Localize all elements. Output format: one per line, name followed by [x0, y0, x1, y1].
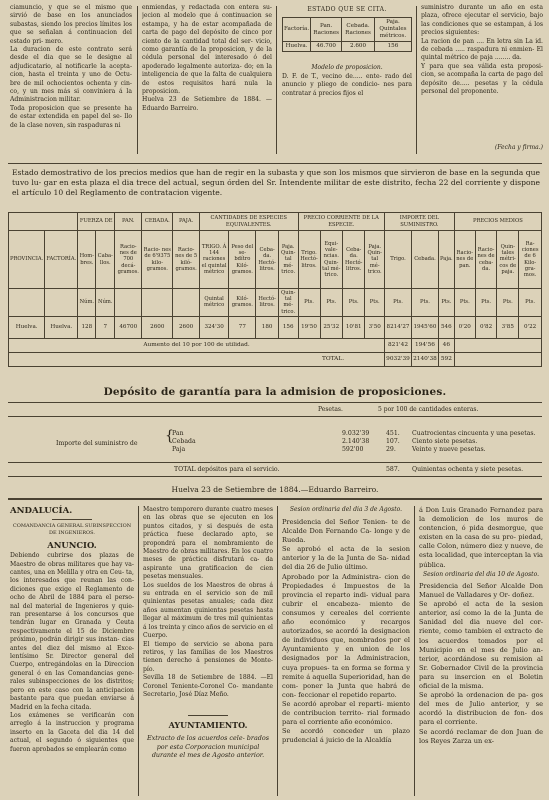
item: Pan	[172, 430, 184, 437]
unit-cell: Pts.	[438, 289, 454, 317]
col-header: Ceba- da. Hectó- litros.	[256, 231, 278, 289]
col-header: Cebada.	[411, 231, 438, 289]
top-column-3	[282, 6, 412, 156]
sesion-3-heading: Sesion ordinaria del dia 3 de Agosto.	[289, 506, 403, 513]
unit-cell	[45, 289, 78, 317]
deposito-title: Depósito de garantía para la admision de proposiciones.	[103, 386, 447, 398]
section-rule	[8, 416, 542, 417]
col-header: Trigo.	[385, 231, 412, 289]
data-cell: 180	[256, 316, 278, 338]
modelo-text: D. F. de T., vecino de..... ente- rado del anuncio y pliego de condicio- nes para contratar á precios fijos el	[282, 73, 412, 97]
amount: 2.140'38	[342, 438, 370, 446]
data-cell: 0'82	[475, 316, 497, 338]
estado-title: Estado demostrativo de los precios medios que han de regir en la subasta y que son los mismos que sirvieron de base en la segunda que tuvo lu- gar en esta plaza el dia trece del actual, segun órden del Sr. Intendente militar de este distrito, fecha 22 del corriente y dispone el artículo 10 del Reglamento de contratacion vigente.	[12, 168, 540, 197]
pct: 107.	[386, 438, 400, 446]
estado-cita-title: ESTADO QUE SE CITA.	[307, 6, 387, 13]
col-header: Racio- nes de ceba- da.	[475, 231, 497, 289]
cell: 2.600	[342, 42, 375, 52]
total-value: 2140'38	[411, 352, 438, 366]
aumento-value: 821'42	[385, 338, 412, 352]
data-cell: 2600	[173, 316, 200, 338]
data-cell: 0'20	[454, 316, 475, 338]
anuncio-heading: ANUNCIO.	[47, 540, 97, 551]
deposito-total-words: Quinientas ochenta y siete pesetas.	[412, 466, 524, 473]
col4-signature: (Fecha y firma.)	[494, 144, 543, 151]
sesion-10-text: Presidencia del Señor Alcalde Don Manuel de Valladares y Or- doñez. Se aprobó el acta de la sesion anterior, así como la de la Junta de Sanidad del dia nueve del cor- riente, como tambien el extracto de los acuerdos tomados por el Municipio en el mes de Julio an- terior, acordándose su remision al Sr. Gobernador Civil de la provincia para su insercion en el Boletin oficial de la misma. Se aprobó la ordenacion de pa- gos del mes de Julio anterior, y se acordó la distribucion de fon- dos para el corriente. Se acordó reclamar de don Juan de los Reyes Zarza un ex-	[419, 582, 543, 745]
column-divider	[137, 6, 138, 154]
col-header: Quin- tales métri- cos de paja.	[497, 231, 519, 289]
total-value: 592	[438, 352, 454, 366]
col-header: Trigo. Hectó- litros.	[298, 231, 320, 289]
data-cell: 0'22	[519, 316, 542, 338]
estado-cita-table	[282, 17, 412, 52]
group-header: IMPORTE DEL SUMINISTRO.	[385, 213, 455, 231]
bottom-column-4	[419, 506, 543, 796]
col-header: Peso del se- bdítro Kiló- gramos.	[229, 231, 256, 289]
col-header: Equi- vale- ncias. Quin- tal mé- trico.	[320, 231, 342, 289]
group-header: PAN.	[115, 213, 142, 231]
amount: 592'00	[342, 446, 364, 454]
unit-cell: Pts.	[497, 289, 519, 317]
unit-cell: Pts.	[365, 289, 385, 317]
col-header: Racio- nes de pan.	[454, 231, 475, 289]
data-cell: Huelva.	[9, 316, 45, 338]
total-value: 9032'39	[385, 352, 412, 366]
data-cell: 324'30	[199, 316, 228, 338]
section-rule	[8, 163, 542, 164]
col-header: Paja. Quin- tal mé- trico.	[278, 231, 298, 289]
item: Paja	[172, 446, 186, 454]
col-header: Paja. Quin- tal mé- trico.	[365, 231, 385, 289]
data-cell: 3'50	[365, 316, 385, 338]
divider	[52, 519, 92, 520]
bottom-column-3	[282, 506, 410, 796]
data-cell: 46700	[115, 316, 142, 338]
column-divider	[414, 506, 415, 796]
anuncio-text: Debiendo cubrirse dos plazas de Maestro de obras militares que hay va- cantes, una en Melilla y otra en Ceu- ta, los interesados que reunan las con- diciones que exige el Reglamento de ocho de Abril de 1884 para el perso- nal del material de Ingenieros y quie- ran presentarse á los concursos que tendrán lugar en Granada y Ceuta respectivamente el 15 de Diciembre próximo, podrán dirigir sus instan- cias antes del diez del mismo al Exce- lentísimo Sr. Director general del Cuerpo, entregándolas en la Direccion general ó en las Comandancias gene- rales subinspecciones de los distritos; pero en este caso con la anticipacion bastante para que puedan enviarse á Madrid en la fecha citada. Los exámenes se verificarán con arreglo á la instruccion y programa inserto en la Gaceta del dia 14 del actual, el segundo ó siguientes que fueron aprobados se emplearán como	[10, 552, 134, 753]
unit-cell: Pts.	[411, 289, 438, 317]
column-divider	[416, 6, 417, 154]
pesetas-label: Pesetas.	[318, 406, 343, 413]
blank-cell	[454, 338, 541, 352]
deposito-rows	[172, 430, 542, 455]
group-header: CEBADA.	[142, 213, 173, 231]
group-header: FUERZA DE	[78, 213, 115, 231]
data-cell: 10'81	[342, 316, 364, 338]
unit-cell: Pts.	[342, 289, 364, 317]
deposito-row-cebada	[172, 438, 542, 446]
group-header: PRECIO CORRIENTE DE LA ESPECIE.	[298, 213, 385, 231]
sesion-3-cont: á Don Luis Granado Fernandez para la demolicion de los muros de contencion, ó pida desmorgue, que existen en la casa de su pro- piedad, calle Colon, número diez y nueve, de esta localidad, que interceptan la via pública.	[419, 506, 543, 568]
col-header: Racio- nes de 700 decá- gramos.	[115, 231, 142, 289]
words: Cuatrocientas cincuenta y una pesetas.	[412, 430, 536, 437]
group-blank	[9, 213, 78, 231]
deposito-total-label: TOTAL depósitos para el servicio.	[174, 466, 280, 473]
data-cell: 2600	[142, 316, 173, 338]
ayuntamiento-sub: Extracto de los acuerdos cele- brados por esta Corporacion municipal durante el mes de Agosto anterior.	[147, 734, 269, 760]
unit-cell: Pts.	[475, 289, 497, 317]
unit-cell: Pts.	[385, 289, 412, 317]
cell: Huelva.	[283, 42, 311, 52]
cell: 156	[374, 42, 411, 52]
pct: 451.	[386, 430, 400, 437]
column-divider	[277, 506, 278, 796]
data-cell: 19'50	[298, 316, 320, 338]
unit-cell: Hectó- litros.	[256, 289, 278, 317]
col-header: Ceba- da. Hectó- litros.	[342, 231, 364, 289]
deposito-total-pct: 587.	[386, 466, 400, 473]
section-rule	[8, 476, 542, 477]
divider	[188, 715, 228, 716]
deposito-row-paja	[172, 446, 542, 454]
data-cell: 1945'60	[411, 316, 438, 338]
deposito-signature: Huelva 23 de Setiembre de 1884.—Eduardo Barreiro.	[171, 485, 379, 494]
group-header: PRECIOS MEDIOS	[454, 213, 541, 231]
aumento-value: 194'56	[411, 338, 438, 352]
cell: 46.700	[311, 42, 342, 52]
aumento-value: 46	[438, 338, 454, 352]
estado-table	[8, 212, 542, 367]
section-rule	[8, 402, 542, 403]
words: Veinte y nueve pesetas.	[412, 446, 486, 454]
unit-cell: Pts.	[320, 289, 342, 317]
section-rule	[8, 462, 542, 463]
col-header: Ra- ciones de 6 Kilo- gra- mos.	[519, 231, 542, 289]
bottom-column-2	[143, 506, 273, 796]
section-rule-thick	[8, 498, 542, 500]
unit-cell	[142, 289, 173, 317]
comandancia-subtitle: COMANDANCIA GENERAL SUBINSPECCION DE INGENIEROS.	[12, 523, 132, 536]
group-header: CANTIDADES DE ESPECIES EQUIVALENTES.	[199, 213, 298, 231]
data-cell: 128	[78, 316, 96, 338]
sesion-3-text: Presidencia del Señor Tenien- te de Alcalde Don Fernando Ca- longe y de Rueda. Se aprobó el acta de la sesion anterior y la de la Junta de Sa- nidad del dia 26 de Julio último. Aprobado por la Administra- cion de Propiedades é Impuestos de la provincia el reparto indi- vidual para cubrir el encabeza- miento de consumos y cereales del corriente año económico y recargos autorizados, se acordó la designacion de individuos que, nombrados por el Ayuntamiento y en union de los designados por la Administracion, cuya propues- ta en forma se forma y remite á aquella Superioridad, han de com- poner la Junta que habrá de con- feccionar el repetido reparto. Se acordó aprobar el reparti- miento de contribucion territo- rial formado para el corriente año económico. Se acordó conceder un plazo prudencial á juicio de la Alcaldía	[282, 518, 410, 745]
top-column-2: enmiendas, y redactada con entera su- jecion al modelo que á continuacion se estampa, y ha de estar acompañada de carta de pago del depósito de cinco por ciento de la cantidad total del ser- vicio, como garantía de la proposicion, y de la cédula personal del interesado ó del apoderado legalmente autoriza- do; en la inteligencia de que la falta de cualquiera de estos requisitos hará nula la proposicion. Huelva 23 de Setiembre de 1884. —Eduardo Barreiro.	[142, 4, 272, 112]
unit-cell: Kiló- gramos.	[229, 289, 256, 317]
group-header: PAJA.	[173, 213, 200, 231]
col-header: TRIGO. Á 144 raciones el quintal métrico	[199, 231, 228, 289]
percent-label: 5 por 100 de cantidades enteras.	[378, 406, 479, 413]
importe-label: Importe del suministro de	[56, 440, 138, 447]
column-divider	[276, 6, 277, 154]
words: Ciento siete pesetas.	[412, 438, 478, 446]
ayuntamiento-heading: AYUNTAMIENTO.	[168, 720, 248, 730]
cell-header: Factoría.	[283, 18, 311, 42]
aumento-label: Aumento del 10 por 100 de utilidad.	[9, 338, 385, 352]
column-divider	[138, 506, 139, 796]
col-header: Paja.	[438, 231, 454, 289]
unit-cell: Núm.	[96, 289, 115, 317]
modelo-title: Modelo de proposicion.	[311, 64, 383, 71]
data-cell: 77	[229, 316, 256, 338]
unit-cell: Pts.	[519, 289, 542, 317]
data-cell: 546	[438, 316, 454, 338]
col-header: Caba- llos.	[96, 231, 115, 289]
unit-cell	[9, 289, 45, 317]
data-cell: 25'32	[320, 316, 342, 338]
cell-header: Pan. Raciones	[311, 18, 342, 42]
unit-cell: Pts.	[454, 289, 475, 317]
brace-icon: {	[165, 428, 174, 444]
andalucia-title: ANDALUCÍA.	[10, 506, 73, 516]
bottom-column-1	[10, 506, 134, 796]
data-cell: 8214'27	[385, 316, 412, 338]
unit-cell: Pts.	[298, 289, 320, 317]
cell-header: Cebada. Raciones	[342, 18, 375, 42]
item: Cebada	[172, 438, 196, 446]
unit-cell	[115, 289, 142, 317]
data-cell: Huelva.	[45, 316, 78, 338]
col-header: Racio- nes de 5 kiló- gramos.	[173, 231, 200, 289]
blank-cell	[454, 352, 541, 366]
unit-cell: Núm.	[78, 289, 96, 317]
total-label: TOTAL.	[9, 352, 385, 366]
col-header: Racio- nes de 6'9375 kilo- gramos.	[142, 231, 173, 289]
pct: 29.	[386, 446, 396, 454]
col-header: PROVINCIA.	[9, 231, 45, 289]
cell-header: Paja. Quintales métricos.	[374, 18, 411, 42]
amount: 9.032'39	[342, 430, 370, 437]
unit-cell: Quin- tal mé- trico.	[278, 289, 298, 317]
data-cell: 7	[96, 316, 115, 338]
sesion-10-heading: Sesion ordinaria del dia 10 de Agosto.	[423, 571, 539, 578]
deposito-row-pan	[172, 430, 542, 438]
top-column-1: ciamuncio, y que se el mismo que sirvió de base en los anunciados subastas, siendo los precios límites los que se señalan á continuacion del estado pri- mero. La duracion de este contrato será desde el dia que se le designe al adjudicatario, al notificarle la acepta- cion, hasta el treinta y uno de Octu- bre de mil ochocientos ochenta y cin- co, y un mes más si conviniera á la Administracion militar. Toda proposicion que se presente ha de estar extendida en papel del se- llo de la clase noven, sin raspaduras ni	[10, 4, 132, 129]
col-header: Hom- bres.	[78, 231, 96, 289]
data-cell: 3'85	[497, 316, 519, 338]
unit-cell	[173, 289, 200, 317]
unit-cell: Quintal métrico	[199, 289, 228, 317]
data-cell: 156	[278, 316, 298, 338]
col-header: FACTORÍA.	[45, 231, 78, 289]
col4-text: suministro durante un año en esta plaza, ofrece ejecutar el servicio, bajo las condiciones que se estampan, á los precios siguientes: La racion de pan .... En letra sin La id. de cebada ..... raspadura ni enmien- El quintal métrico de paja ........ da. Y para que sea válida esta proposi- cion, se acompaña la carta de pago del depósito de..... pesetas y la cédula personal del proponente.	[421, 4, 543, 96]
top-column-4	[421, 4, 543, 159]
maestro-text: Maestro temporero durante cuatro meses en las obras que se ejecuten en los puntos citados, y si después de esta práctica fuese declarado apto, se propondrá para el nombramiento de Maestro de obras militares. En los cuatro meses de práctica disfrutará ca- da aspirante una gratificacion de cien pesetas mensuales. Los sueldos de los Maestros de obras á su entrada en el servicio son de mil quinientas pesetas anuales; cada diez años aumentan quinientas pesetas hasta llegar al máximum de tres mil quinientas á los treinta y cinco años de servicio en el Cuerpo. El tiempo de servicio se abona para retiros, y las familias de los Maestros tienen derecho á pensiones de Monte- pío. Sevilla 18 de Setiembre de 1884. —El Coronel Teniente-Coronel Co- mandante Secretario, José Díaz Meño.	[143, 506, 273, 698]
